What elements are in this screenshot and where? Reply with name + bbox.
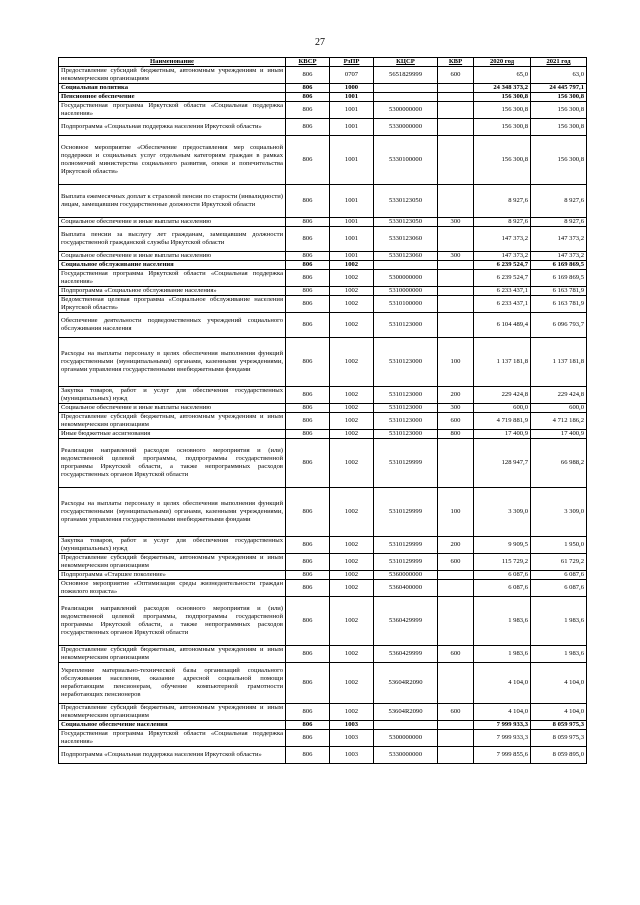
table-row [59,747,587,764]
cell-2020: 128 947,7 [474,439,531,488]
cell-kvsr: 806 [286,136,330,185]
cell-2020: 8 927,6 [474,185,531,218]
cell-kvsr: 806 [286,261,330,270]
cell-2021: 63,0 [531,67,587,84]
cell-rzpr: 1001 [330,119,374,136]
cell-rzpr: 1002 [330,261,374,270]
table-row [59,227,587,252]
cell-rzpr: 1002 [330,439,374,488]
cell-2021: 6 169 869,5 [531,270,587,287]
cell-kvr: 600 [438,646,474,663]
table-row [59,413,587,430]
cell-name: Подпрограмма «Социальное обслуживание населения» [59,287,286,296]
cell-kcsr: 5360429999 [374,646,438,663]
cell-kcsr: 5310123000 [374,313,438,338]
cell-rzpr: 1002 [330,704,374,721]
cell-2020: 229 424,8 [474,387,531,404]
cell-name: Закупка товаров, работ и услуг для обеспечения государственных (муниципальных) нужд [59,537,286,554]
cell-kcsr: 5330000000 [374,747,438,764]
cell-kvr [438,571,474,580]
cell-kcsr: 5330000000 [374,119,438,136]
cell-kvsr: 806 [286,580,330,597]
cell-kcsr: 5330123050 [374,218,438,227]
cell-rzpr: 1002 [330,404,374,413]
cell-2020: 6 104 489,4 [474,313,531,338]
cell-rzpr: 1002 [330,430,374,439]
cell-kvsr: 806 [286,704,330,721]
page-number: 27 [315,37,325,48]
cell-rzpr: 1002 [330,537,374,554]
cell-rzpr: 1002 [330,338,374,387]
cell-kcsr: 5310100000 [374,296,438,313]
cell-kcsr: 5360400000 [374,580,438,597]
cell-rzpr: 1001 [330,102,374,119]
cell-name: Социальное обеспечение и иные выплаты населению [59,252,286,261]
cell-2020: 3 309,0 [474,488,531,537]
cell-2020: 1 137 181,8 [474,338,531,387]
cell-kvsr: 806 [286,102,330,119]
cell-kvr [438,597,474,646]
cell-2021: 1 983,6 [531,646,587,663]
cell-kcsr: 5310129999 [374,439,438,488]
table-row [59,252,587,261]
cell-kvsr: 806 [286,747,330,764]
cell-rzpr: 1002 [330,571,374,580]
cell-kcsr: 5330100000 [374,136,438,185]
cell-kvsr: 806 [286,663,330,704]
cell-2020: 4 719 881,9 [474,413,531,430]
cell-kvsr: 806 [286,185,330,218]
cell-name: Выплата пенсии за выслугу лет гражданам, замещавшим должности государственной гражданской службы Иркутской области [59,227,286,252]
column-header-2021: 2021 год [531,58,587,67]
cell-2020: 1 983,6 [474,597,531,646]
cell-rzpr: 0707 [330,67,374,84]
cell-2020: 6 239 524,7 [474,270,531,287]
cell-kvsr: 806 [286,252,330,261]
cell-rzpr: 1001 [330,93,374,102]
table-body [59,67,587,764]
table-row [59,218,587,227]
cell-kvr [438,270,474,287]
cell-kvsr: 806 [286,646,330,663]
cell-name: Предоставление субсидий бюджетным, автономным учреждениям и иным некоммерческим организациям [59,704,286,721]
cell-kcsr: 5360000000 [374,571,438,580]
table-row [59,313,587,338]
cell-2020: 6 233 437,1 [474,296,531,313]
table-row [59,338,587,387]
cell-kvsr: 806 [286,67,330,84]
cell-rzpr: 1003 [330,730,374,747]
table-row [59,119,587,136]
cell-2021: 8 927,6 [531,218,587,227]
table-row [59,270,587,287]
cell-2020: 156 300,8 [474,136,531,185]
cell-name: Реализация направлений расходов основного мероприятия и (или) ведомственной целевой программы, подпрограммы государственной программы Иркутской области, а также непрограммных расходов государственных органов Иркутской области [59,439,286,488]
cell-2020: 24 348 373,2 [474,84,531,93]
cell-name: Расходы на выплаты персоналу в целях обеспечения выполнения функций государственными (муниципальными) органами, казенными учреждениями, органами управления государственными внебюджетными фондами [59,338,286,387]
cell-name: Социальная политика [59,84,286,93]
cell-rzpr: 1002 [330,554,374,571]
cell-kvr: 600 [438,704,474,721]
cell-kcsr: 5310123000 [374,430,438,439]
cell-2021: 147 373,2 [531,227,587,252]
cell-2021: 3 309,0 [531,488,587,537]
cell-2020: 4 104,0 [474,704,531,721]
column-header-kvsr: КВСР [286,58,330,67]
table-row [59,296,587,313]
cell-kvr [438,721,474,730]
cell-name: Предоставление субсидий бюджетным, автономным учреждениям и иным некоммерческим организациям [59,554,286,571]
cell-2021: 8 927,6 [531,185,587,218]
cell-kcsr: 5310129999 [374,537,438,554]
table-row [59,554,587,571]
cell-kvr [438,296,474,313]
cell-name: Государственная программа Иркутской области «Социальная поддержка населения» [59,102,286,119]
cell-2021: 156 300,8 [531,136,587,185]
budget-table [58,57,587,764]
cell-2021: 6 163 781,9 [531,287,587,296]
table-row [59,261,587,270]
cell-2020: 17 400,9 [474,430,531,439]
cell-name: Подпрограмма «Социальная поддержка населения Иркутской области» [59,119,286,136]
cell-2020: 147 373,2 [474,227,531,252]
cell-kvsr: 806 [286,270,330,287]
table-row [59,488,587,537]
cell-kvr [438,227,474,252]
cell-kvr [438,439,474,488]
cell-kcsr: 5360429999 [374,597,438,646]
cell-kvr [438,136,474,185]
cell-2021: 8 059 975,3 [531,721,587,730]
cell-kcsr: 5651829999 [374,67,438,84]
cell-2021: 1 983,6 [531,597,587,646]
cell-rzpr: 1002 [330,313,374,338]
cell-kvsr: 806 [286,218,330,227]
cell-kvr: 100 [438,488,474,537]
cell-kvr: 300 [438,218,474,227]
cell-2020: 156 300,8 [474,93,531,102]
cell-kvr: 200 [438,387,474,404]
cell-kvsr: 806 [286,84,330,93]
cell-kcsr: 5310123000 [374,413,438,430]
cell-2021: 156 300,8 [531,119,587,136]
cell-2020: 156 300,8 [474,119,531,136]
table-row [59,84,587,93]
cell-name: Иные бюджетные ассигнования [59,430,286,439]
cell-rzpr: 1002 [330,413,374,430]
cell-kvr [438,663,474,704]
cell-name: Закупка товаров, работ и услуг для обеспечения государственных (муниципальных) нужд [59,387,286,404]
cell-rzpr: 1002 [330,387,374,404]
table-row [59,439,587,488]
cell-rzpr: 1001 [330,252,374,261]
cell-kvr [438,93,474,102]
cell-2020: 9 909,5 [474,537,531,554]
table-row [59,721,587,730]
cell-kvsr: 806 [286,338,330,387]
table-row [59,387,587,404]
cell-kcsr: 5310129999 [374,554,438,571]
table-row [59,93,587,102]
cell-kcsr: 5310123000 [374,387,438,404]
cell-2021: 4 104,0 [531,704,587,721]
cell-kvr [438,185,474,218]
cell-rzpr: 1001 [330,227,374,252]
table-row [59,136,587,185]
cell-2020: 600,0 [474,404,531,413]
table-row [59,430,587,439]
table-row [59,287,587,296]
cell-rzpr: 1002 [330,287,374,296]
cell-name: Предоставление субсидий бюджетным, автономным учреждениям и иным некоммерческим организациям [59,646,286,663]
cell-kcsr: 5310123000 [374,338,438,387]
cell-2021: 4 104,0 [531,663,587,704]
cell-name: Социальное обеспечение и иные выплаты населению [59,404,286,413]
cell-name: Социальное обслуживание населения [59,261,286,270]
cell-kvsr: 806 [286,287,330,296]
cell-rzpr: 1002 [330,646,374,663]
cell-rzpr: 1003 [330,721,374,730]
cell-kvr [438,287,474,296]
cell-2020: 6 233 437,1 [474,287,531,296]
cell-2020: 8 927,6 [474,218,531,227]
cell-name: Укрепление материально-технической базы организаций социального обслуживания населения, оказание адресной социальной помощи неработающим пенсионерам, обучение компьютерной грамотности неработающих пенсионеров [59,663,286,704]
cell-2020: 6 087,6 [474,580,531,597]
cell-kvr: 800 [438,430,474,439]
cell-kcsr [374,84,438,93]
cell-kcsr: 5310000000 [374,287,438,296]
cell-kcsr: 53604R2090 [374,663,438,704]
cell-2021: 6 163 781,9 [531,296,587,313]
cell-2021: 147 373,2 [531,252,587,261]
cell-rzpr: 1001 [330,218,374,227]
cell-2021: 1 950,0 [531,537,587,554]
table-row [59,404,587,413]
cell-kcsr: 5300000000 [374,730,438,747]
cell-kvsr: 806 [286,404,330,413]
cell-kvsr: 806 [286,313,330,338]
cell-2020: 147 373,2 [474,252,531,261]
cell-kcsr: 5330123050 [374,185,438,218]
cell-rzpr: 1003 [330,747,374,764]
cell-rzpr: 1002 [330,270,374,287]
cell-name: Ведомственная целевая программа «Социальное обслуживание населения Иркутской области» [59,296,286,313]
cell-kvsr: 806 [286,439,330,488]
column-header-2020: 2020 год [474,58,531,67]
cell-kvsr: 806 [286,571,330,580]
column-header-name: Наименование [59,58,286,67]
cell-name: Выплата ежемесячных доплат к страховой пенсии по старости (инвалидности) лицам, замещавшим государственные должности Иркутской области [59,185,286,218]
cell-name: Государственная программа Иркутской области «Социальная поддержка населения» [59,270,286,287]
column-header-kcsr: КЦСР [374,58,438,67]
cell-kcsr: 5310123000 [374,404,438,413]
cell-2020: 7 999 855,6 [474,747,531,764]
table-row [59,646,587,663]
cell-kvsr: 806 [286,413,330,430]
cell-2020: 4 104,0 [474,663,531,704]
cell-2021: 66 988,2 [531,439,587,488]
cell-rzpr: 1000 [330,84,374,93]
cell-name: Государственная программа Иркутской области «Социальная поддержка населения» [59,730,286,747]
cell-kvr [438,84,474,93]
table-row [59,704,587,721]
cell-2021: 156 300,8 [531,93,587,102]
table-row [59,67,587,84]
table-row [59,537,587,554]
table-row [59,597,587,646]
column-header-kvr: КВР [438,58,474,67]
cell-rzpr: 1002 [330,597,374,646]
cell-name: Обеспечение деятельности подведомственных учреждений социального обслуживания населения [59,313,286,338]
cell-2020: 65,0 [474,67,531,84]
cell-kvsr: 806 [286,597,330,646]
cell-2021: 6 096 793,7 [531,313,587,338]
cell-2020: 1 983,6 [474,646,531,663]
table-header-row [59,58,587,67]
cell-kvr [438,580,474,597]
cell-kvsr: 806 [286,430,330,439]
cell-2021: 24 445 797,1 [531,84,587,93]
table-row [59,571,587,580]
cell-kvr [438,730,474,747]
cell-kcsr [374,93,438,102]
cell-kvr: 600 [438,67,474,84]
cell-kvr: 600 [438,554,474,571]
cell-kcsr: 5300000000 [374,270,438,287]
cell-name: Подпрограмма «Социальная поддержка населения Иркутской области» [59,747,286,764]
table-row [59,663,587,704]
cell-kcsr: 5330123060 [374,252,438,261]
cell-2021: 8 059 975,3 [531,730,587,747]
cell-rzpr: 1002 [330,663,374,704]
cell-2021: 6 169 869,5 [531,261,587,270]
cell-2021: 8 059 895,0 [531,747,587,764]
column-header-rzpr: РзПР [330,58,374,67]
cell-name: Предоставление субсидий бюджетным, автономным учреждениям и иным некоммерческим организациям [59,413,286,430]
cell-2020: 115 729,2 [474,554,531,571]
cell-name: Социальное обеспечение и иные выплаты населению [59,218,286,227]
cell-kvsr: 806 [286,488,330,537]
cell-kvsr: 806 [286,227,330,252]
cell-2021: 61 729,2 [531,554,587,571]
cell-2020: 6 239 524,7 [474,261,531,270]
table-row [59,730,587,747]
cell-kvsr: 806 [286,554,330,571]
cell-kvsr: 806 [286,93,330,102]
cell-name: Основное мероприятие «Обеспечение предоставления мер социальной поддержки и социальных услуг отдельным категориям граждан в рамках полномочий министерства социального развития, опеки и попечительства Иркутской области» [59,136,286,185]
cell-kvsr: 806 [286,721,330,730]
cell-name: Реализация направлений расходов основного мероприятия и (или) ведомственной целевой программы, подпрограммы государственной программы Иркутской области, а также непрограммных расходов государственных органов Иркутской области [59,597,286,646]
cell-name: Социальное обеспечение населения [59,721,286,730]
table-row [59,580,587,597]
cell-rzpr: 1001 [330,136,374,185]
cell-kvsr: 806 [286,387,330,404]
cell-name: Расходы на выплаты персоналу в целях обеспечения выполнения функций государственными (муниципальными) органами, казенными учреждениями, органами управления государственными внебюджетными фондами [59,488,286,537]
cell-name: Предоставление субсидий бюджетным, автономным учреждениям и иным некоммерческим организациям [59,67,286,84]
cell-kvr [438,313,474,338]
cell-2021: 156 300,8 [531,102,587,119]
cell-rzpr: 1001 [330,185,374,218]
cell-2021: 600,0 [531,404,587,413]
table-row [59,185,587,218]
cell-kvsr: 806 [286,730,330,747]
cell-kvr [438,119,474,136]
cell-rzpr: 1002 [330,296,374,313]
cell-2021: 4 712 186,2 [531,413,587,430]
cell-kvsr: 806 [286,537,330,554]
cell-kvr: 300 [438,252,474,261]
cell-2020: 7 999 933,3 [474,730,531,747]
cell-2020: 6 087,6 [474,571,531,580]
cell-rzpr: 1002 [330,488,374,537]
cell-kcsr [374,721,438,730]
cell-kvr: 600 [438,413,474,430]
cell-2021: 1 137 181,8 [531,338,587,387]
cell-kcsr: 5310129999 [374,488,438,537]
cell-kvr [438,747,474,764]
table-row [59,102,587,119]
cell-kvr: 200 [438,537,474,554]
cell-kcsr: 53604R2090 [374,704,438,721]
cell-kcsr: 5300000000 [374,102,438,119]
cell-name: Подпрограмма «Старшее поколение» [59,571,286,580]
cell-2021: 6 087,6 [531,571,587,580]
cell-2020: 156 300,8 [474,102,531,119]
cell-2021: 17 400,9 [531,430,587,439]
cell-2021: 229 424,8 [531,387,587,404]
cell-name: Пенсионное обеспечение [59,93,286,102]
cell-kvr [438,102,474,119]
cell-kcsr [374,261,438,270]
cell-rzpr: 1002 [330,580,374,597]
cell-2020: 7 999 933,3 [474,721,531,730]
cell-2021: 6 087,6 [531,580,587,597]
cell-kvsr: 806 [286,119,330,136]
cell-kcsr: 5330123060 [374,227,438,252]
cell-kvr [438,261,474,270]
cell-kvr: 300 [438,404,474,413]
cell-kvr: 100 [438,338,474,387]
cell-kvsr: 806 [286,296,330,313]
cell-name: Основное мероприятие «Оптимизация среды жизнедеятельности граждан пожилого возраста» [59,580,286,597]
